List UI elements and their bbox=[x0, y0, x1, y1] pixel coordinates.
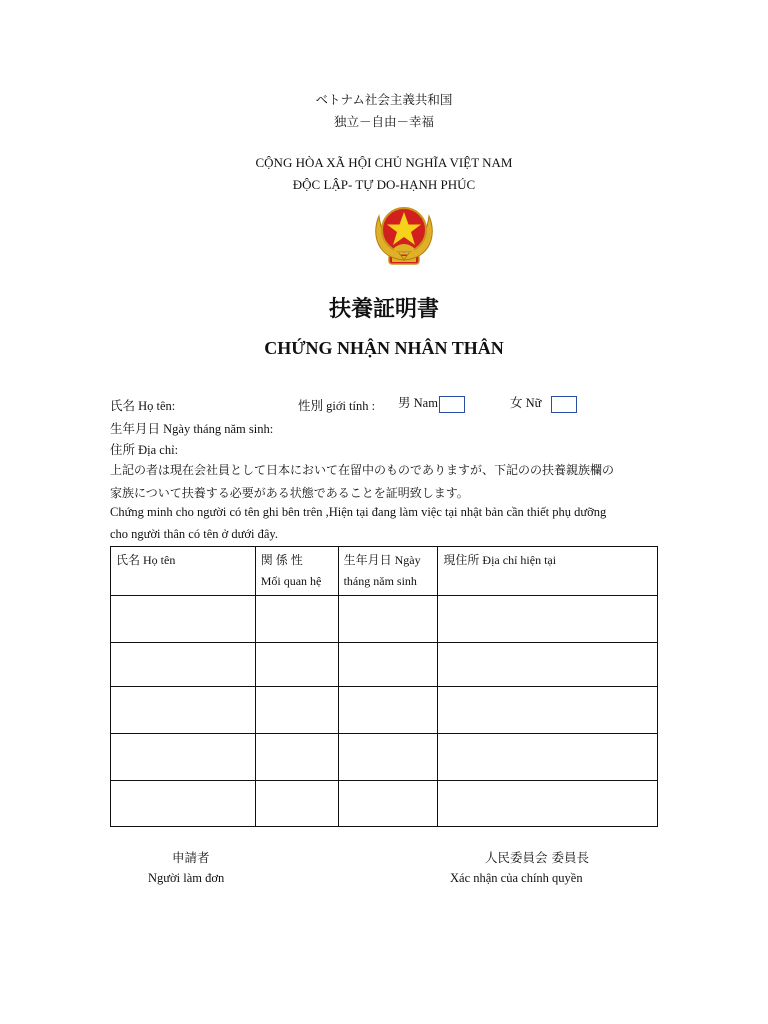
table-cell[interactable] bbox=[111, 734, 256, 781]
statement-jp-line2: 家族について扶養する必要がある状態であることを証明致します。 bbox=[110, 486, 469, 500]
table-row bbox=[111, 596, 658, 643]
address-label: 住所 Địa chỉ: bbox=[110, 443, 179, 457]
authority-vn: Xác nhận của chính quyền bbox=[450, 871, 583, 885]
header-relationship-line2: Mối quan hệ bbox=[260, 574, 322, 588]
female-label: 女 Nữ bbox=[510, 396, 542, 410]
gender-label: 性別 giới tính : bbox=[298, 399, 376, 413]
table-cell[interactable] bbox=[255, 687, 338, 734]
table-cell[interactable] bbox=[111, 643, 256, 687]
table-cell[interactable] bbox=[111, 596, 256, 643]
header-vn-country: CỘNG HÒA XÃ HỘI CHỦ NGHĨA VIỆT NAM bbox=[255, 155, 513, 170]
table-cell[interactable] bbox=[438, 643, 658, 687]
table-header-address bbox=[438, 547, 658, 596]
header-vn-motto: ĐỘC LẬP- TỰ DO-HẠNH PHÚC bbox=[292, 177, 476, 192]
title-jp: 扶養証明書 bbox=[328, 297, 439, 322]
table-cell[interactable] bbox=[255, 596, 338, 643]
table-cell[interactable] bbox=[255, 643, 338, 687]
table-row bbox=[111, 781, 658, 827]
male-checkbox[interactable] bbox=[439, 396, 465, 413]
table-cell[interactable] bbox=[338, 687, 438, 734]
table-header-row bbox=[111, 547, 658, 596]
dob-label: 生年月日 Ngày tháng năm sinh: bbox=[110, 422, 274, 436]
table-cell[interactable] bbox=[338, 643, 438, 687]
table-row bbox=[111, 734, 658, 781]
male-label: 男 Nam bbox=[398, 396, 438, 410]
table-cell[interactable] bbox=[111, 781, 256, 827]
table-header-dob bbox=[338, 547, 438, 596]
authority-jp: 人民委員会 委員長 bbox=[485, 850, 589, 865]
table-cell[interactable] bbox=[438, 687, 658, 734]
table-cell[interactable] bbox=[438, 781, 658, 827]
female-checkbox[interactable] bbox=[551, 396, 577, 413]
table-row bbox=[111, 643, 658, 687]
table-cell[interactable] bbox=[111, 687, 256, 734]
header-dob-line1: 生年月日 Ngày bbox=[343, 553, 421, 567]
table-cell[interactable] bbox=[255, 734, 338, 781]
title-vn: CHỨNG NHẬN NHÂN THÂN bbox=[264, 338, 504, 358]
table-cell[interactable] bbox=[338, 781, 438, 827]
male-option bbox=[398, 393, 465, 413]
table-row bbox=[111, 687, 658, 734]
table-cell[interactable] bbox=[338, 596, 438, 643]
national-emblem-icon bbox=[367, 198, 441, 270]
table-header-relationship bbox=[255, 547, 338, 596]
name-label: 氏名 Họ tên: bbox=[110, 399, 176, 413]
table-header-name bbox=[111, 547, 256, 596]
applicant-vn: Người làm đơn bbox=[148, 871, 225, 885]
table-cell[interactable] bbox=[255, 781, 338, 827]
header-address-line1: 現住所 Địa chỉ hiện tại bbox=[443, 553, 557, 567]
table-cell[interactable] bbox=[438, 596, 658, 643]
applicant-jp: 申請者 bbox=[172, 850, 210, 865]
header-jp-motto: 独立－自由－幸福 bbox=[333, 114, 434, 129]
table-cell[interactable] bbox=[438, 734, 658, 781]
family-table bbox=[110, 546, 658, 827]
header-dob-line2: tháng năm sinh bbox=[343, 574, 417, 588]
header-jp-country: ベトナム社会主義共和国 bbox=[315, 92, 453, 107]
table-cell[interactable] bbox=[338, 734, 438, 781]
female-option bbox=[510, 393, 577, 413]
header-name-line1: 氏名 Họ tên bbox=[116, 553, 176, 567]
statement-vn-line2: cho người thân có tên ở dưới đây. bbox=[110, 527, 278, 541]
statement-jp-line1: 上記の者は現在会社員として日本において在留中のものでありますが、下記のの扶養親族欄の bbox=[110, 463, 615, 477]
statement-vn-line1: Chứng minh cho người có tên ghi bên trên ,Hiện tại đang làm việc tại nhật bản cần thiết phụ dưỡng bbox=[110, 505, 607, 519]
header-relationship-line1: 関 係 性 bbox=[260, 553, 303, 567]
